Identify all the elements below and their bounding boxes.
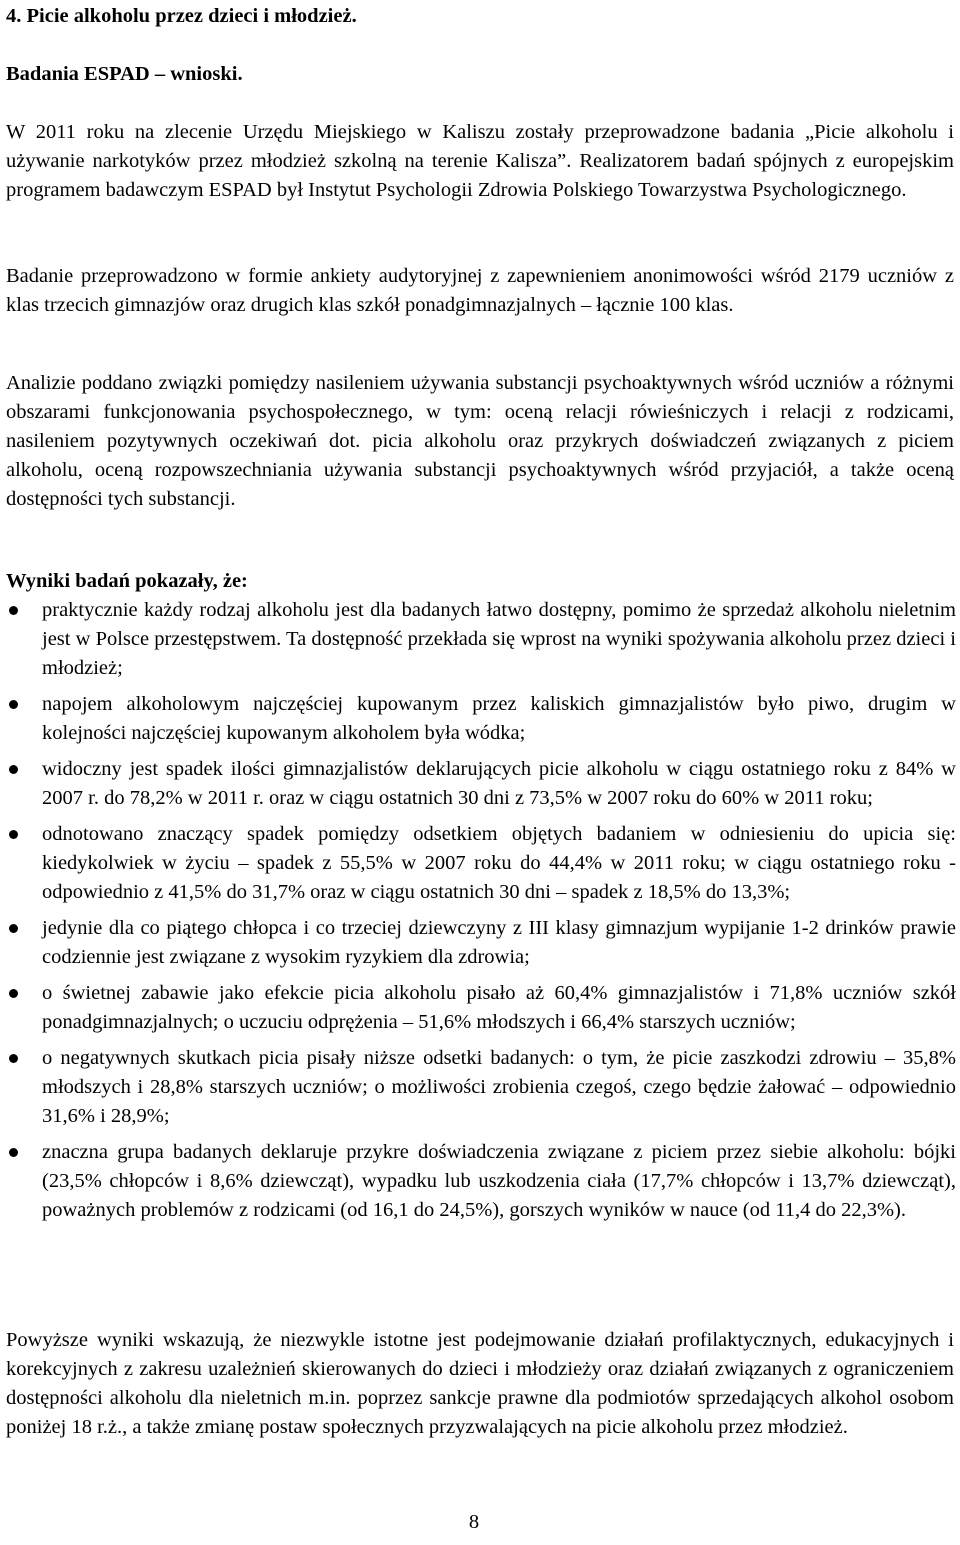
results-heading: Wyniki badań pokazały, że: (6, 570, 248, 592)
list-item-text: jedynie dla co piątego chłopca i co trzeciej dziewczyny z III klasy gimnazjum wypijanie 1-2 drinków prawie codziennie jest związane z wysokim ryzykiem dla zdrowia; (42, 917, 956, 968)
list-item-text: znaczna grupa badanych deklaruje przykre doświadczenia związane z piciem przez siebie alkoholu: bójki (23,5% chłopców i 8,6% dziewcząt), wypadku lub uszkodzenia ciała (17,7% chłopców i 13,7% dziewcząt), poważnych problemów z rodzicami (od 16,1 do 24,5%), gorszych wyników w nauce (od 11,4 do 22,3%). (42, 1141, 956, 1221)
list-item-text: praktycznie każdy rodzaj alkoholu jest dla badanych łatwo dostępny, pomimo że sprzedaż alkoholu nieletnim jest w Polsce przestępstwem. Ta dostępność przekłada się wprost na wyniki spożywania alkoholu przez dzieci i młodzież; (42, 599, 956, 679)
section-heading: 4. Picie alkoholu przez dzieci i młodzież. (6, 5, 357, 27)
list-item (6, 914, 956, 972)
list-item (6, 820, 956, 907)
list-item (6, 1044, 956, 1131)
section-subheading: Badania ESPAD – wnioski. (6, 63, 243, 85)
bullet-icon (9, 606, 18, 615)
list-item (6, 690, 956, 748)
list-item (6, 596, 956, 683)
list-item-text: o negatywnych skutkach picia pisały niższe odsetki badanych: o tym, że picie zaszkodzi zdrowiu – 35,8% młodszych i 28,8% starszych uczniów; o możliwości zrobienia czegoś, czego będzie żałować – odpowiednio 31,6% i 28,9%; (42, 1047, 956, 1127)
results-list (6, 596, 956, 1232)
paragraph-method: Badanie przeprowadzono w formie ankiety audytoryjnej z zapewnieniem anonimowości wśród 2179 uczniów z klas trzecich gimnazjów oraz drugich klas szkół ponadgimnazjalnych – łącznie 100 klas. (6, 265, 954, 316)
paragraph-conclusion: Powyższe wyniki wskazują, że niezwykle istotne jest podejmowanie działań profilaktycznych, edukacyjnych i korekcyjnych z zakresu uzależnień skierowanych do dzieci i młodzieży oraz działań związanych z ograniczeniem dostępności alkoholu dla nieletnich m.in. poprzez sankcje prawne dla podmiotów sprzedających alkohol osobom poniżej 18 r.ż., a także zmianę postaw społecznych przyzwalających na picie alkoholu przez młodzież. (6, 1329, 954, 1438)
list-item (6, 755, 956, 813)
bullet-icon (9, 830, 18, 839)
bullet-icon (9, 765, 18, 774)
list-item-text: o świetnej zabawie jako efekcie picia alkoholu pisało aż 60,4% gimnazjalistów i 71,8% uczniów szkół ponadgimnazjalnych; o uczuciu odprężenia – 51,6% młodszych i 66,4% starszych uczniów; (42, 982, 956, 1033)
list-item-text: napojem alkoholowym najczęściej kupowanym przez kaliskich gimnazjalistów było piwo, drugim w kolejności najczęściej kupowanym alkoholem była wódka; (42, 693, 956, 744)
list-item-text: widoczny jest spadek ilości gimnazjalistów deklarujących picie alkoholu w ciągu ostatniego roku z 84% w 2007 r. do 78,2% w 2011 r. oraz w ciągu ostatnich 30 dni z 73,5% w 2007 roku do 60% w 2011 roku; (42, 758, 956, 809)
bullet-icon (9, 1054, 18, 1063)
list-item (6, 1138, 956, 1225)
list-item-text: odnotowano znaczący spadek pomiędzy odsetkiem objętych badaniem w odniesieniu do upicia się: kiedykolwiek w życiu – spadek z 55,5% w 2007 roku do 44,4% w 2011 roku; w ciągu ostatniego roku - odpowiednio z 41,5% do 31,7% oraz w ciągu ostatnich 30 dni – spadek z 18,5% do 13,3%; (42, 823, 956, 903)
page-number: 8 (468, 1511, 480, 1533)
bullet-icon (9, 700, 18, 709)
paragraph-analysis: Analizie poddano związki pomiędzy nasileniem używania substancji psychoaktywnych wśród uczniów a różnymi obszarami funkcjonowania psychospołecznego, w tym: oceną relacji rówieśniczych i relacji z rodzicami, nasileniem pozytywnych oczekiwań dot. picia alkoholu oraz przykrych doświadczeń związanych z piciem alkoholu, oceną rozpowszechniania używania substancji psychoaktywnych wśród przyjaciół, a także oceną dostępności tych substancji. (6, 372, 954, 510)
bullet-icon (9, 924, 18, 933)
bullet-icon (9, 989, 18, 998)
paragraph-intro: W 2011 roku na zlecenie Urzędu Miejskiego w Kaliszu zostały przeprowadzone badania „Picie alkoholu i używanie narkotyków przez młodzież szkolną na terenie Kalisza”. Realizatorem badań spójnych z europejskim programem badawczym ESPAD był Instytut Psychologii Zdrowia Polskiego Towarzystwa Psychologicznego. (6, 121, 954, 201)
bullet-icon (9, 1148, 18, 1157)
list-item (6, 979, 956, 1037)
